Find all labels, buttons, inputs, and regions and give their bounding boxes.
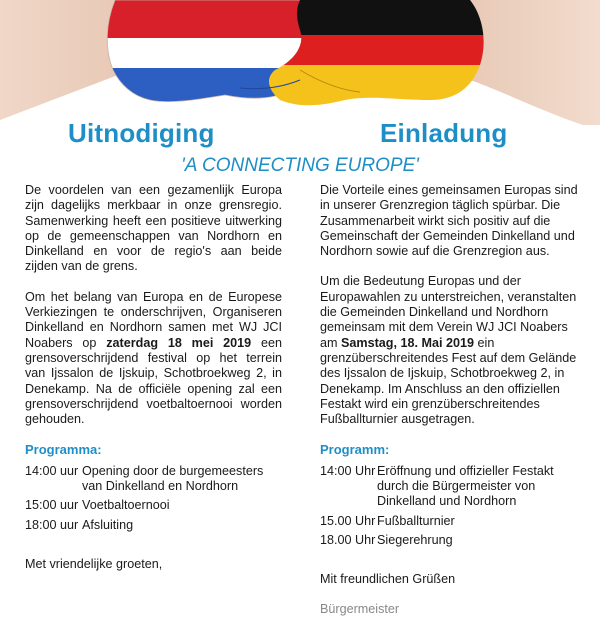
de-program-item: Eröffnung und offizieller Festakt durch die Bürgermeister von Dinkelland und Nordhorn — [377, 463, 554, 509]
nl-program-item: Afsluiting — [82, 517, 134, 532]
de-program-row — [320, 464, 585, 510]
de-event-text-b: ein grenzüberschreitendes Fest auf dem Gelände des Ijssalon de Ijskuip, Schotbroekweg 2, in Denekamp. Im Anschluss an den offiziellen Festakt wird ein grenzüberschreitendes Fußballturnier ausgetragen. — [320, 335, 577, 427]
column-dutch — [25, 183, 282, 572]
nl-event-paragraph — [25, 290, 282, 428]
de-program-time: 14:00 Uhr — [320, 463, 376, 478]
nl-program-time: 18:00 uur — [25, 517, 79, 532]
hero-image — [0, 0, 600, 125]
nl-event-date: zaterdag 18 mei 2019 — [106, 335, 252, 350]
tagline: 'A CONNECTING EUROPE' — [181, 155, 419, 176]
de-program-heading: Programm: — [320, 442, 390, 458]
nl-program-item: Opening door de burgemeesters van Dinkelland en Nordhorn — [82, 463, 264, 494]
nl-program-row — [25, 518, 282, 533]
column-german — [320, 183, 585, 617]
nl-program-row — [25, 464, 282, 495]
headline-de: Einladung — [380, 118, 508, 148]
nl-program-time: 15:00 uur — [25, 498, 79, 513]
nl-event-text-a: Om het belang van Europa en de Europese Verkiezingen te onderschrijven, Organiseren Dinkelland en Nordhorn samen met WJ JCI Noabers op — [25, 289, 282, 350]
de-signature-cut: Bürgermeister — [320, 601, 400, 616]
nl-greeting: Met vriendelijke groeten, — [25, 556, 163, 571]
de-program-row — [320, 533, 585, 548]
nl-program-heading: Programma: — [25, 442, 102, 458]
de-event-paragraph — [320, 274, 585, 427]
nl-intro-paragraph: De voordelen van een gezamenlijk Europa zijn dagelijks merkbaar in onze grensregio. Samenwerking heeft een positieve uitwerking op de gemeenschappen van Nordhorn en Dinkelland en voor de regio's aan beide zijden van de grens. — [25, 183, 282, 274]
de-program-time: 15.00 Uhr — [320, 513, 376, 528]
de-program-time: 18.00 Uhr — [320, 532, 376, 547]
de-event-date: Samstag, 18. Mai 2019 — [341, 335, 475, 350]
nl-program-row — [25, 498, 282, 513]
nl-program-item: Voetbaltoernooi — [82, 498, 170, 513]
nl-event-text-b: een grensoverschrijdend festival op het terrein van Ijssalon de Ijskuip, Schotbroekweg 2, in Denekamp. Na de officiële opening zal een grensoverschrijdend voetbaltoernooi worden gehouden. — [25, 335, 283, 427]
de-event-text-a: Um die Bedeutung Europas und der Europawahlen zu unterstreichen, veranstalten die Gemeinden Dinkelland und Nordhorn gemeinsam mit dem Verein WJ JCI Noabers am — [320, 274, 577, 350]
de-program-row — [320, 514, 585, 529]
nl-program-time: 14:00 uur — [25, 463, 79, 478]
hands-nl-de-flag-icon — [0, 0, 600, 125]
de-program-item: Siegerehrung — [377, 532, 453, 547]
de-greeting: Mit freundlichen Grüßen — [320, 572, 456, 587]
headline-nl: Uitnodiging — [68, 118, 215, 148]
de-program-item: Fußballturnier — [377, 513, 455, 528]
de-intro-paragraph: Die Vorteile eines gemeinsamen Europas sind in unserer Grenzregion täglich spürbar. Die Zusammenarbeit wirkt sich positiv auf die Gemeinschaft der Gemeinden Dinkelland und Nordhorn sowie auf die Grenzregion aus. — [320, 183, 578, 259]
